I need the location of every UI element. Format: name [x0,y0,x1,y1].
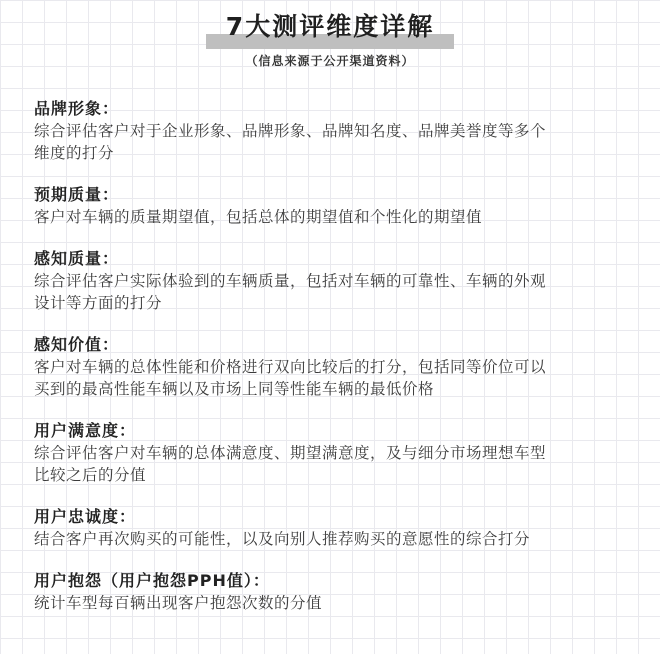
section-desc-line: 结合客户再次购买的可能性，以及向别人推荐购买的意愿性的综合打分 [34,530,531,548]
section-title: 感知价值： [34,335,120,354]
source-note: （信息来源于公开渠道资料） [245,54,415,68]
section-desc-line: 综合评估客户实际体验到的车辆质量，包括对车辆的可靠性、车辆的外观 [34,272,547,290]
section-desc-line: 设计等方面的打分 [34,294,163,312]
section-desc-line: 统计车型每百辆出现客户抱怨次数的分值 [34,594,323,612]
section-desc-line: 客户对车辆的质量期望值，包括总体的期望值和个性化的期望值 [34,208,483,226]
section-user-satisfaction [34,420,634,486]
section-desc-line: 综合评估客户对于企业形象、品牌形象、品牌知名度、品牌美誉度等多个 [34,122,547,140]
section-user-complaints [34,570,634,614]
title-wrap [220,8,440,46]
section-desc-line: 买到的最高性能车辆以及市场上同等性能车辆的最低价格 [34,380,435,398]
section-expected-quality [34,184,634,228]
section-perceived-value [34,334,634,400]
page-title: 7大测评维度详解 [225,12,435,41]
section-title: 预期质量： [34,185,120,204]
header [0,8,660,69]
section-desc-line: 综合评估客户对车辆的总体满意度、期望满意度，及与细分市场理想车型 [34,444,547,462]
section-user-loyalty [34,506,634,550]
section-desc-line: 维度的打分 [34,144,115,162]
section-title: 用户抱怨（用户抱怨PPH值）： [34,571,270,590]
section-brand-image [34,98,634,164]
section-perceived-quality [34,248,634,314]
section-desc-line: 比较之后的分值 [34,466,147,484]
section-title: 用户忠诚度： [34,507,137,526]
section-desc-line: 客户对车辆的总体性能和价格进行双向比较后的打分，包括同等价位可以 [34,358,547,376]
section-title: 品牌形象： [34,99,120,118]
section-title: 感知质量： [34,249,120,268]
content [34,98,634,634]
section-title: 用户满意度： [34,421,137,440]
